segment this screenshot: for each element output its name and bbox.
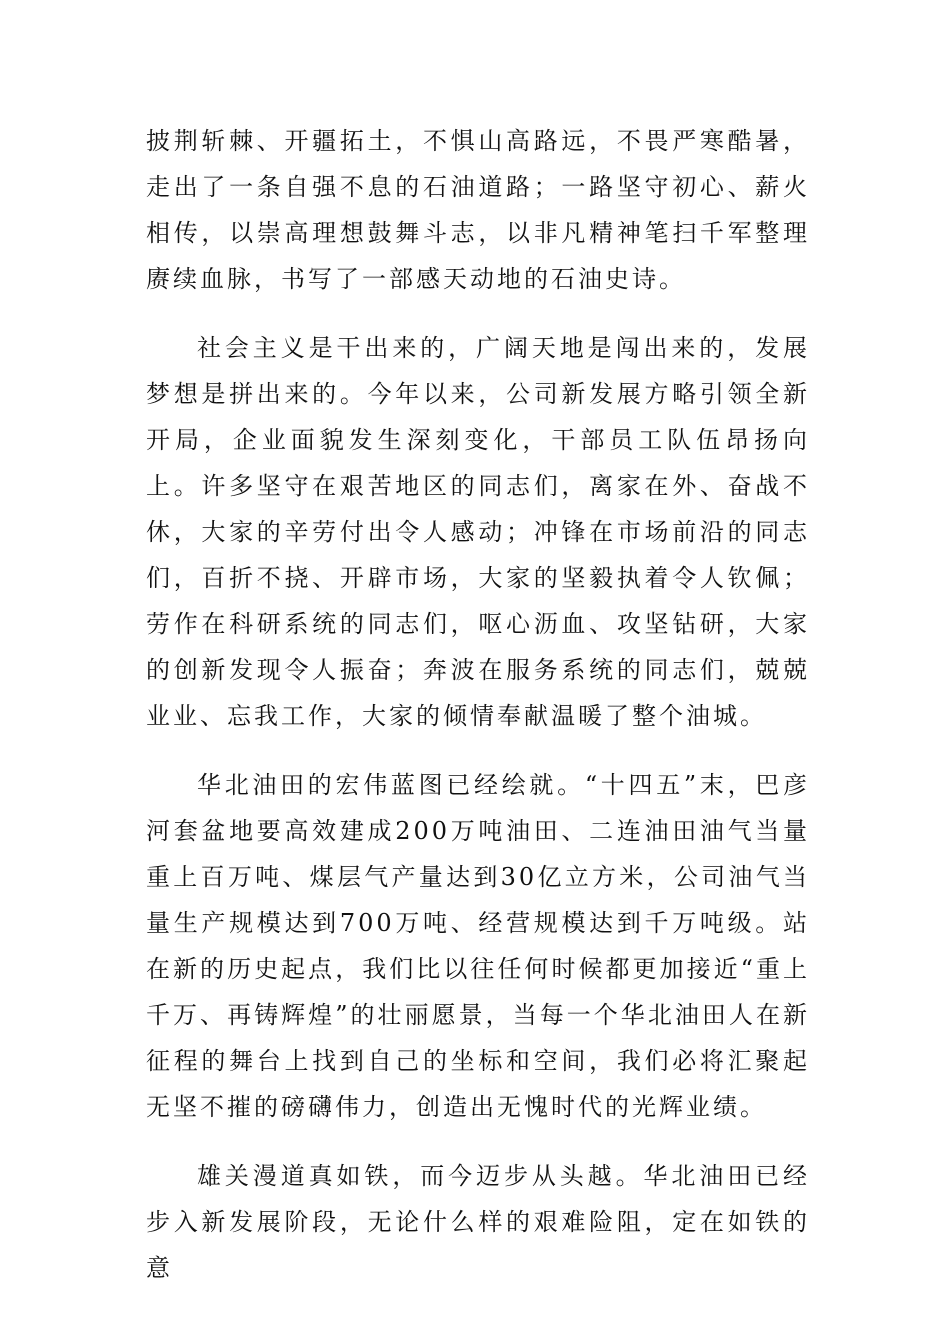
paragraph-4: 雄关漫道真如铁，而今迈步从头越。华北油田已经步入新发展阶段，无论什么样的艰难险阻，定在如铁的意 — [146, 1162, 810, 1282]
paragraph-1: 披荆斩棘、开疆拓土，不惧山高路远，不畏严寒酷暑，走出了一条自强不息的石油道路；一路坚守初心、薪火相传，以崇高理想鼓舞斗志，以非凡精神笔扫千军整理赓续血脉，书写了一部感天动地的石油史诗。 — [146, 127, 810, 293]
document-body — [146, 118, 810, 1291]
paragraph-2: 社会主义是干出来的，广阔天地是闯出来的，发展梦想是拼出来的。今年以来，公司新发展方略引领全新开局，企业面貌发生深刻变化，干部员工队伍昂扬向上。许多坚守在艰苦地区的同志们，离家在外、奋战不休，大家的辛劳付出令人感动；冲锋在市场前沿的同志们，百折不挠、开辟市场，大家的坚毅执着令人钦佩；劳作在科研系统的同志们，呕心沥血、攻坚钻研，大家的创新发现令人振奋；奔波在服务系统的同志们，兢兢业业、忘我工作，大家的倾情奉献温暖了整个油城。 — [146, 334, 810, 730]
paragraph-3: 华北油田的宏伟蓝图已经绘就。“十四五”末，巴彦河套盆地要高效建成200万吨油田、二连油田油气当量重上百万吨、煤层气产量达到30亿立方米，公司油气当量生产规模达到700万吨、经营规模达到千万吨级。站在新的历史起点，我们比以往任何时候都更加接近“重上千万、再铸辉煌”的壮丽愿景，当每一个华北油田人在新征程的舞台上找到自己的坐标和空间，我们必将汇聚起无坚不摧的磅礴伟力，创造出无愧时代的光辉业绩。 — [146, 771, 810, 1121]
